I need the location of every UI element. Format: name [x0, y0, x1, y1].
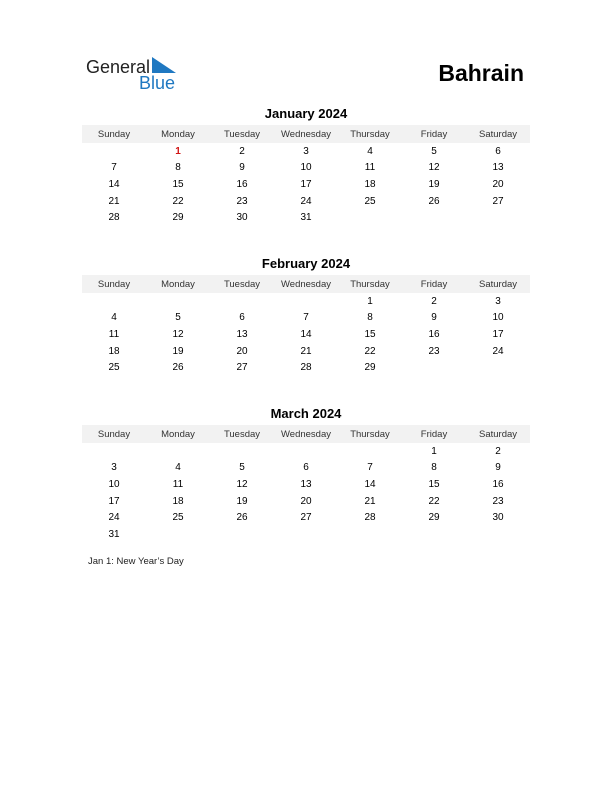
day-cell: 6 — [495, 145, 501, 157]
day-cell: 6 — [239, 312, 245, 324]
logo-word-blue: Blue — [139, 73, 176, 93]
week-row — [82, 176, 530, 193]
day-cell: 5 — [175, 312, 181, 324]
weekday-label: Saturday — [478, 128, 518, 140]
week-row — [82, 193, 530, 210]
day-cell: 9 — [495, 462, 501, 474]
weekday-label: Thursday — [350, 278, 390, 290]
day-cell: 18 — [108, 345, 120, 357]
weekday-label: Tuesday — [223, 278, 261, 290]
weekday-label: Sunday — [97, 428, 131, 440]
day-cell: 10 — [300, 162, 312, 174]
day-cell: 12 — [428, 162, 440, 174]
day-cell: 22 — [172, 195, 184, 207]
day-cell: 7 — [111, 162, 117, 174]
day-cell: 23 — [428, 345, 440, 357]
day-cell: 31 — [300, 212, 312, 224]
weekday-label: Saturday — [478, 278, 518, 290]
day-cell: 24 — [108, 512, 120, 524]
weekday-label: Sunday — [97, 128, 131, 140]
day-cell: 18 — [172, 495, 184, 507]
day-cell: 2 — [495, 445, 501, 457]
day-cell: 9 — [431, 312, 437, 324]
day-cell: 7 — [367, 462, 373, 474]
day-cell: 13 — [236, 328, 248, 340]
day-cell: 14 — [364, 478, 376, 490]
day-cell: 17 — [300, 178, 312, 190]
week-row — [82, 359, 530, 376]
generalblue-logo — [86, 56, 196, 94]
week-row — [82, 326, 530, 343]
weekday-label: Monday — [161, 128, 195, 140]
day-cell: 30 — [492, 512, 504, 524]
day-cell: 2 — [239, 145, 245, 157]
day-cell: 4 — [175, 462, 181, 474]
day-cell: 26 — [172, 362, 184, 374]
country-title: Bahrain — [438, 60, 524, 86]
day-cell: 10 — [492, 312, 504, 324]
day-cell: 23 — [236, 195, 248, 207]
day-cell: 4 — [111, 312, 117, 324]
weekday-label: Wednesday — [281, 428, 331, 440]
day-cell: 18 — [364, 178, 376, 190]
day-cell: 12 — [172, 328, 184, 340]
weekday-label: Sunday — [97, 278, 131, 290]
day-cell: 17 — [492, 328, 504, 340]
day-cell: 19 — [428, 178, 440, 190]
day-cell: 27 — [492, 195, 504, 207]
day-cell: 17 — [108, 495, 120, 507]
weekday-label: Monday — [161, 428, 195, 440]
week-rows — [82, 443, 530, 543]
day-cell: 8 — [431, 462, 437, 474]
weekday-label: Friday — [420, 128, 448, 140]
month-title: February 2024 — [261, 256, 351, 271]
day-cell: 21 — [364, 495, 376, 507]
day-cell: 2 — [431, 295, 437, 307]
weekday-label: Wednesday — [281, 278, 331, 290]
day-cell: 27 — [236, 362, 248, 374]
logo-triangle-icon — [152, 57, 176, 73]
month-title: January 2024 — [264, 106, 348, 121]
day-cell: 29 — [428, 512, 440, 524]
week-row — [82, 160, 530, 177]
week-row — [82, 443, 530, 460]
day-cell: 6 — [303, 462, 309, 474]
day-cell: 28 — [108, 212, 120, 224]
day-cell: 11 — [172, 478, 184, 490]
day-cell: 8 — [175, 162, 181, 174]
holiday-day-cell: 1 — [175, 145, 181, 157]
weekday-label: Friday — [420, 428, 448, 440]
day-cell: 16 — [428, 328, 440, 340]
day-cell: 5 — [239, 462, 245, 474]
day-cell: 3 — [495, 295, 501, 307]
day-cell: 11 — [108, 328, 120, 340]
day-cell: 5 — [431, 145, 437, 157]
holiday-footnote: Jan 1: New Year’s Day — [88, 556, 184, 567]
week-row — [82, 493, 530, 510]
day-cell: 26 — [236, 512, 248, 524]
week-rows — [82, 143, 530, 226]
day-cell: 26 — [428, 195, 440, 207]
weekday-header — [82, 275, 530, 293]
week-row — [82, 476, 530, 493]
day-cell: 19 — [172, 345, 184, 357]
week-row — [82, 310, 530, 327]
week-rows — [82, 293, 530, 376]
day-cell: 28 — [364, 512, 376, 524]
weekday-label: Wednesday — [281, 128, 331, 140]
day-cell: 24 — [492, 345, 504, 357]
weekday-label: Tuesday — [223, 128, 261, 140]
day-cell: 25 — [108, 362, 120, 374]
weekday-header — [82, 125, 530, 143]
week-row — [82, 526, 530, 543]
week-row — [82, 209, 530, 226]
day-cell: 16 — [492, 478, 504, 490]
day-cell: 28 — [300, 362, 312, 374]
day-cell: 21 — [300, 345, 312, 357]
day-cell: 24 — [300, 195, 312, 207]
day-cell: 15 — [428, 478, 440, 490]
day-cell: 14 — [300, 328, 312, 340]
month-february — [82, 255, 530, 376]
weekday-label: Thursday — [350, 428, 390, 440]
day-cell: 30 — [236, 212, 248, 224]
day-cell: 27 — [300, 512, 312, 524]
day-cell: 7 — [303, 312, 309, 324]
week-row — [82, 460, 530, 477]
day-cell: 25 — [172, 512, 184, 524]
day-cell: 11 — [364, 162, 376, 174]
logo-word-general: General — [86, 57, 151, 77]
week-row — [82, 509, 530, 526]
day-cell: 16 — [236, 178, 248, 190]
day-cell: 9 — [239, 162, 245, 174]
weekday-label: Friday — [420, 278, 448, 290]
week-row — [82, 293, 530, 310]
day-cell: 13 — [492, 162, 504, 174]
day-cell: 22 — [428, 495, 440, 507]
day-cell: 1 — [431, 445, 437, 457]
weekday-label: Thursday — [350, 128, 390, 140]
day-cell: 13 — [300, 478, 312, 490]
day-cell: 15 — [364, 328, 376, 340]
day-cell: 3 — [303, 145, 309, 157]
month-january — [82, 105, 530, 226]
day-cell: 29 — [172, 212, 184, 224]
weekday-label: Monday — [161, 278, 195, 290]
day-cell: 31 — [108, 528, 120, 540]
day-cell: 12 — [236, 478, 248, 490]
day-cell: 15 — [172, 178, 184, 190]
day-cell: 8 — [367, 312, 373, 324]
day-cell: 10 — [108, 478, 120, 490]
day-cell: 20 — [492, 178, 504, 190]
day-cell: 25 — [364, 195, 376, 207]
week-row — [82, 143, 530, 160]
day-cell: 1 — [367, 295, 373, 307]
day-cell: 14 — [108, 178, 120, 190]
weekday-label: Tuesday — [223, 428, 261, 440]
day-cell: 20 — [300, 495, 312, 507]
day-cell: 21 — [108, 195, 120, 207]
month-march — [82, 405, 530, 543]
month-title: March 2024 — [270, 406, 342, 421]
day-cell: 20 — [236, 345, 248, 357]
weekday-header — [82, 425, 530, 443]
day-cell: 3 — [111, 462, 117, 474]
day-cell: 23 — [492, 495, 504, 507]
day-cell: 29 — [364, 362, 376, 374]
day-cell: 19 — [236, 495, 248, 507]
day-cell: 22 — [364, 345, 376, 357]
day-cell: 4 — [367, 145, 373, 157]
week-row — [82, 343, 530, 360]
weekday-label: Saturday — [478, 428, 518, 440]
